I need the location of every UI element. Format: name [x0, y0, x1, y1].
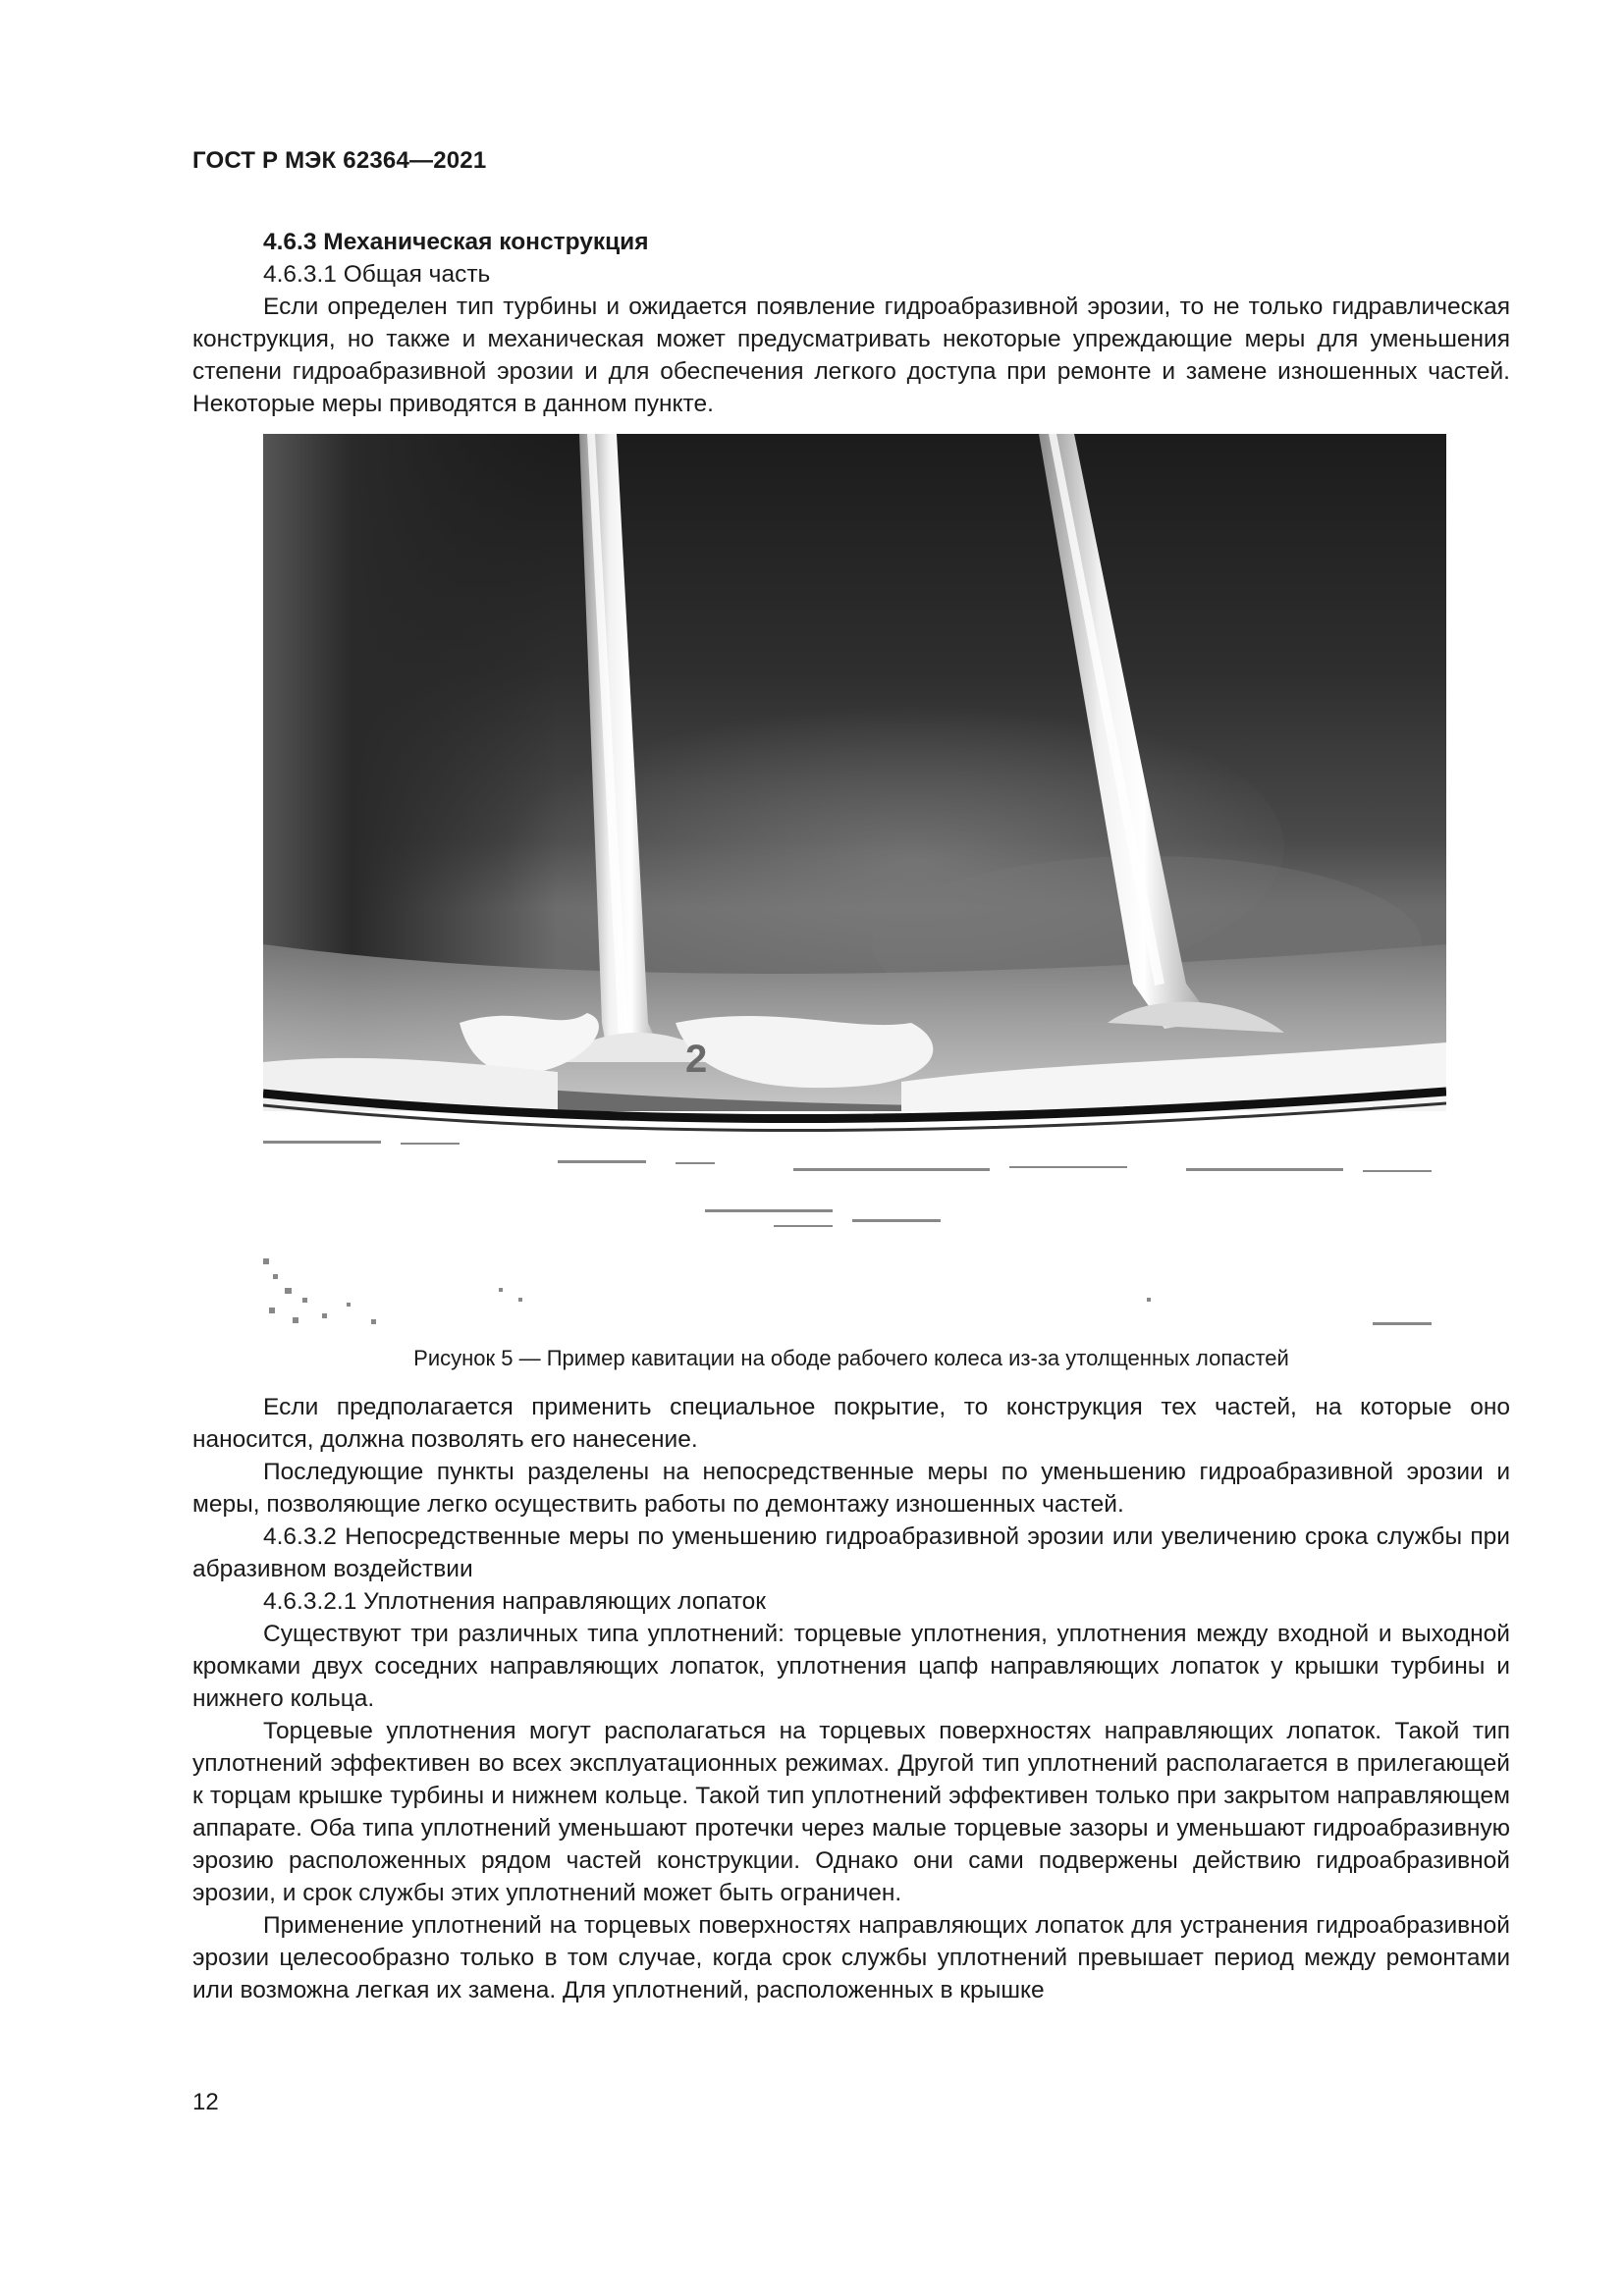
figure-photo — [263, 434, 1446, 1334]
photo-mark-label: 2 — [685, 1038, 708, 1081]
paragraph-4-6-3-2-1: 4.6.3.2.1 Уплотнения направляющих лопаток — [263, 1588, 767, 1615]
paragraph-4-6-3-2: 4.6.3.2 Непосредственные меры по уменьшению гидроабразивной эрозии или увеличению срока службы при абразивном воздействии — [192, 1523, 1510, 1582]
paragraph-intro: Если определен тип турбины и ожидается появление гидроабразивной эрозии, то не только гидравлическая конструкция, но также и механическая может предусматривать некоторые упреждающие меры для уменьшения степени гидроабразивной эрозии и для обеспечения легкого доступа при ремонте и замене изношенных частей. Некоторые меры приводятся в данном пункте. — [192, 294, 1510, 417]
section-heading: 4.6.3 Механическая конструкция — [263, 229, 649, 255]
paragraph-seal-application: Применение уплотнений на торцевых поверхностях направляющих лопаток для устранения гидроабразивной эрозии целесообразно только в том случае, когда срок службы уплотнений превышает период между ремонтами или возможна легкая их замена. Для уплотнений, расположенных в крышке — [192, 1912, 1510, 2003]
page-content — [192, 226, 1510, 2006]
paragraph-subsections: Последующие пункты разделены на непосредственные меры по уменьшению гидроабразивной эрозии и меры, позволяющие легко осуществить работы по демонтажу изношенных частей. — [192, 1459, 1510, 1518]
subsection-heading: 4.6.3.1 Общая часть — [263, 261, 491, 288]
runner-rim-photo — [263, 434, 1446, 1334]
page-number: 12 — [192, 2089, 219, 2115]
document-code: ГОСТ Р МЭК 62364—2021 — [192, 147, 487, 174]
paragraph-coating: Если предполагается применить специальное покрытие, то конструкция тех частей, на которые оно наносится, должна позволять его нанесение. — [192, 1394, 1510, 1453]
paragraph-end-seals: Торцевые уплотнения могут располагаться на торцевых поверхностях направляющих лопаток. Такой тип уплотнений эффективен во всех эксплуатационных режимах. Другой тип уплотнений располагается в прилегающей к торцам крышке турбины и нижнем кольце. Такой тип уплотнений эффективен только при закрытом направляющем аппарате. Оба типа уплотнений уменьшают протечки через малые торцевые зазоры и уменьшают гидроабразивную эрозию расположенных рядом частей конструкции. Однако они сами подвержены действию гидроабразивной эрозии, и срок службы этих уплотнений может быть ограничен. — [192, 1718, 1510, 1906]
figure-caption: Рисунок 5 — Пример кавитации на ободе рабочего колеса из-за утолщенных лопастей — [413, 1346, 1289, 1370]
paragraph-seal-types: Существуют три различных типа уплотнений: торцевые уплотнения, уплотнения между входной и выходной кромками двух соседних направляющих лопаток, уплотнения цапф направляющих лопаток у крышки турбины и нижнего кольца. — [192, 1621, 1510, 1712]
